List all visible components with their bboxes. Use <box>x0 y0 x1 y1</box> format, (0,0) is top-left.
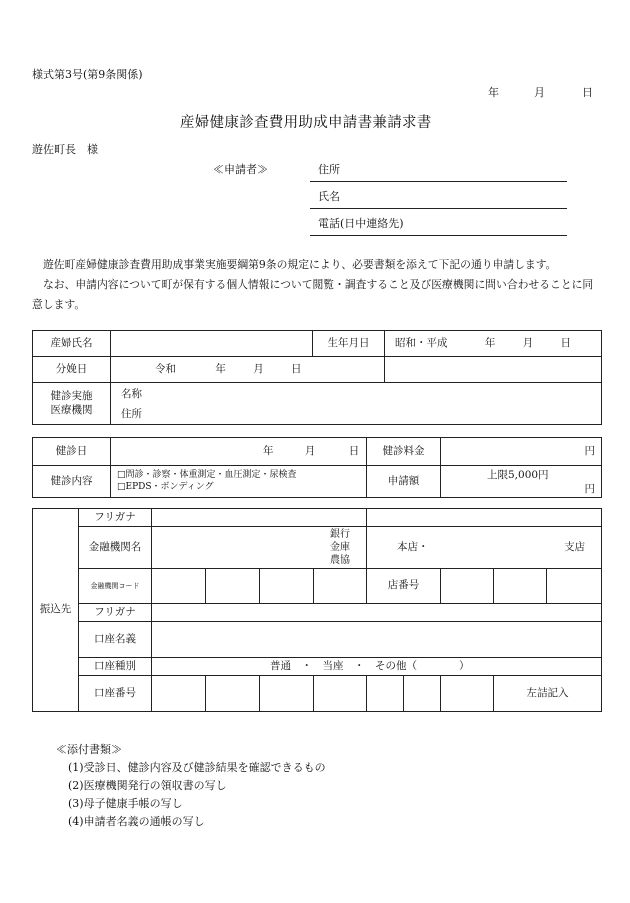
document-title: 産婦健康診査費用助成申請書兼請求書 <box>180 115 432 131</box>
branch-furigana-field[interactable] <box>367 509 602 527</box>
bank-code-label: 金融機関コード <box>79 569 152 604</box>
branch-number-digit-3[interactable] <box>547 569 602 604</box>
facility-label-line1: 健診実施 <box>50 390 93 403</box>
exam-month-label: 月 <box>304 444 316 457</box>
account-digit-2[interactable] <box>206 676 260 712</box>
request-amount-label: 申請額 <box>367 466 441 498</box>
bank-furigana-label: フリガナ <box>79 509 152 527</box>
account-digit-4[interactable] <box>314 676 367 712</box>
holder-furigana-label: フリガナ <box>79 604 152 622</box>
exam-date-field[interactable] <box>111 438 367 466</box>
attachment-item-4: (4)申請者名義の通帳の写し <box>68 815 205 828</box>
account-digit-7[interactable] <box>441 676 494 712</box>
name-underline <box>310 208 567 209</box>
bank-name-label: 金融機関名 <box>79 527 152 569</box>
attachments-heading: ≪添付書類≫ <box>56 743 122 756</box>
holder-furigana-field[interactable] <box>152 604 602 622</box>
fee-label: 健診料金 <box>367 438 441 466</box>
content-label: 健診内容 <box>33 466 111 498</box>
head-office-label: 本店・ <box>397 540 429 553</box>
branch-label: 支店 <box>564 540 586 553</box>
bank-name-field[interactable] <box>152 527 367 569</box>
facility-label-line2: 医療機関 <box>50 403 93 416</box>
applicant-info-table <box>32 330 602 425</box>
birth-year-label: 年 <box>484 336 496 349</box>
attachment-item-2: (2)医療機関発行の領収書の写し <box>68 779 227 792</box>
mother-name-field[interactable] <box>111 331 313 357</box>
account-type-options[interactable]: 普通 ・ 当座 ・ その他（ ） <box>152 658 602 676</box>
reiwa-label: 令和 <box>155 362 176 375</box>
exam-year-label: 年 <box>263 444 274 457</box>
applicant-address-label: 住所 <box>318 163 340 176</box>
address-underline <box>310 181 567 182</box>
delivery-date-field[interactable] <box>111 357 385 383</box>
delivery-year-label: 年 <box>215 362 226 375</box>
bank-type-bank: 銀行 <box>330 529 350 540</box>
bank-code-digit-1[interactable] <box>152 569 206 604</box>
delivery-date-label: 分娩日 <box>33 357 111 383</box>
date-day-label: 日 <box>582 86 593 99</box>
facility-label <box>33 383 111 425</box>
birthdate-field[interactable] <box>385 331 602 357</box>
date-month-label: 月 <box>534 86 545 99</box>
account-type-label: 口座種別 <box>79 658 152 676</box>
delivery-empty-cell <box>385 357 602 383</box>
transfer-section-label: 振込先 <box>33 509 79 712</box>
content-options[interactable] <box>111 466 367 498</box>
account-holder-field[interactable] <box>152 622 602 658</box>
facility-name-label: 名称 <box>121 387 142 400</box>
attachment-item-1: (1)受診日、健診内容及び健診結果を確認できるもの <box>68 761 326 774</box>
bank-type-kinko: 金庫 <box>330 542 350 553</box>
content-option-1[interactable]: □問診・診察・体重測定・血圧測定・尿検査 <box>117 470 297 481</box>
branch-number-digit-2[interactable] <box>494 569 547 604</box>
left-align-note: 左詰記入 <box>494 676 602 712</box>
exam-day-label: 日 <box>348 444 360 457</box>
attachment-item-3: (3)母子健康手帳の写し <box>68 797 183 810</box>
delivery-day-label: 日 <box>291 362 302 375</box>
bank-code-digit-4[interactable] <box>314 569 367 604</box>
delivery-month-label: 月 <box>253 362 264 375</box>
limit-text: 上限5,000円 <box>487 468 549 481</box>
birth-month-label: 月 <box>522 336 534 349</box>
branch-number-label: 店番号 <box>367 569 441 604</box>
request-amount-field[interactable] <box>441 466 602 498</box>
birth-day-label: 日 <box>560 336 572 349</box>
bank-type-nokyo: 農協 <box>330 555 350 566</box>
account-digit-1[interactable] <box>152 676 206 712</box>
bank-furigana-field[interactable] <box>152 509 367 527</box>
applicant-phone-label: 電話(日中連絡先) <box>318 217 404 230</box>
applicant-name-label: 氏名 <box>318 190 340 203</box>
declaration-line-1: 遊佐町産婦健康診査費用助成事業実施要綱第9条の規定により、必要書類を添えて下記の通り申請します。 <box>43 258 557 271</box>
branch-name-field[interactable] <box>367 527 602 569</box>
era-options: 昭和・平成 <box>395 336 448 349</box>
bank-code-digit-2[interactable] <box>206 569 260 604</box>
fee-field[interactable]: 円 <box>441 438 602 466</box>
account-digit-6[interactable] <box>404 676 441 712</box>
exam-date-label: 健診日 <box>33 438 111 466</box>
branch-number-digit-1[interactable] <box>441 569 494 604</box>
declaration-line-2: なお、申請内容について町が保有する個人情報について閲覧・調査すること及び医療機関に問い合わせることに同意します。 <box>32 278 594 311</box>
phone-underline <box>310 235 567 236</box>
bank-transfer-table <box>32 508 602 712</box>
account-digit-3[interactable] <box>260 676 314 712</box>
applicant-label: ≪申請者≫ <box>213 163 268 176</box>
exam-info-table <box>32 437 602 498</box>
content-option-2[interactable]: □EPDS・ボンディング <box>117 481 214 492</box>
request-yen: 円 <box>584 482 595 495</box>
mother-name-label: 産婦氏名 <box>33 331 111 357</box>
birthdate-label: 生年月日 <box>313 331 385 357</box>
facility-field[interactable] <box>111 383 602 425</box>
facility-address-label: 住所 <box>121 407 142 420</box>
bank-code-digit-3[interactable] <box>260 569 314 604</box>
account-digit-5[interactable] <box>367 676 404 712</box>
account-holder-label: 口座名義 <box>79 622 152 658</box>
date-year-label: 年 <box>488 86 499 99</box>
account-number-label: 口座番号 <box>79 676 152 712</box>
addressee: 遊佐町長 様 <box>32 143 98 156</box>
form-number: 様式第3号(第9条関係) <box>32 68 143 81</box>
